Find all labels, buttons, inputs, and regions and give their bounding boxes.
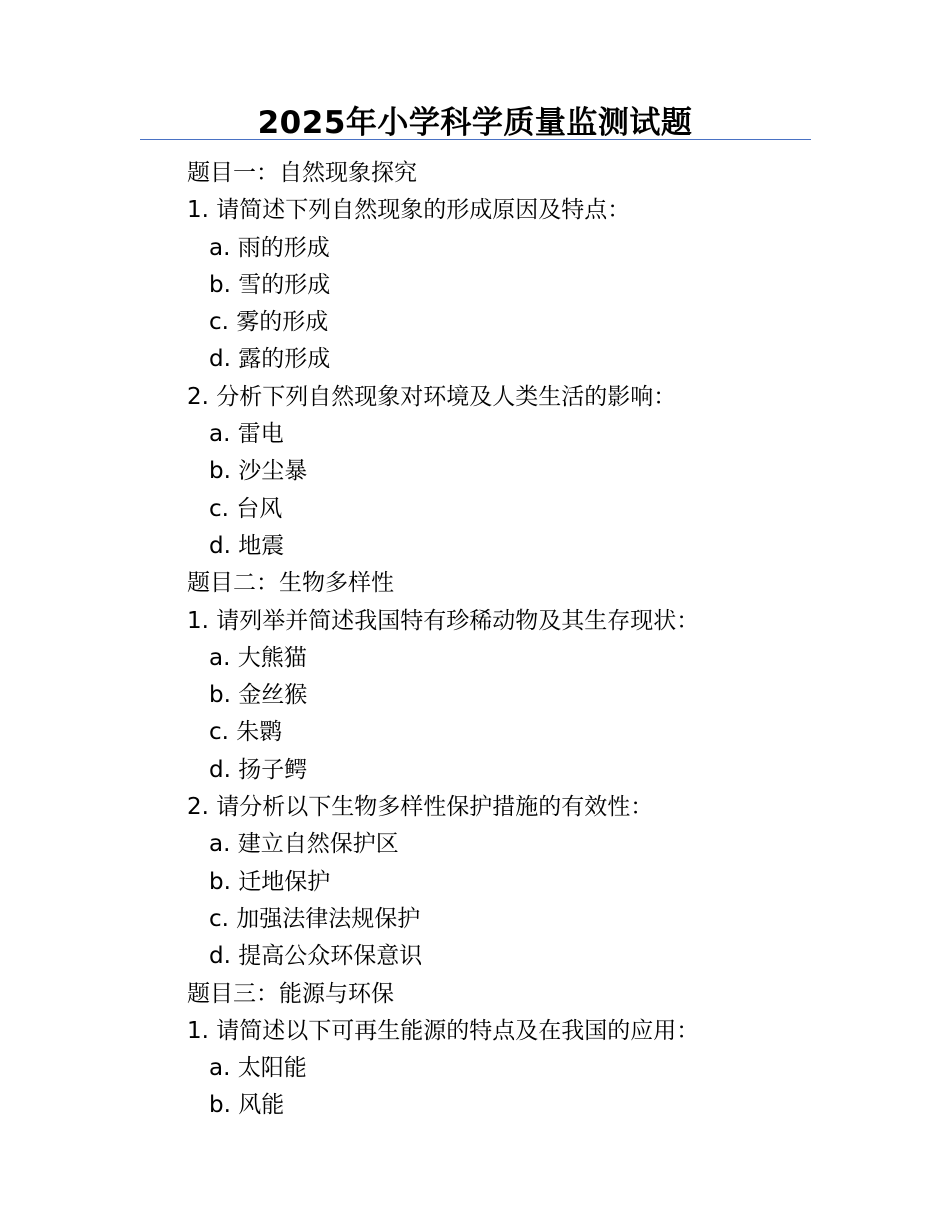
option-item: a. 雷电 (209, 421, 284, 448)
option-item: d. 提高公众环保意识 (209, 943, 423, 970)
option-item: a. 太阳能 (209, 1055, 307, 1082)
option-item: a. 建立自然保护区 (209, 831, 399, 858)
section-heading: 题目二：生物多样性 (187, 570, 394, 597)
question-text: 2. 分析下列自然现象对环境及人类生活的影响： (187, 383, 677, 410)
title-underline (140, 139, 811, 140)
question-text: 1. 请简述下列自然现象的形成原因及特点： (187, 197, 631, 224)
option-item: b. 风能 (209, 1092, 285, 1119)
section-heading: 题目三：能源与环保 (187, 980, 394, 1007)
document-body (187, 155, 847, 1125)
section-heading: 题目一：自然现象探究 (187, 160, 417, 186)
option-item: b. 沙尘暴 (209, 458, 308, 485)
option-item: c. 朱鹮 (209, 719, 283, 746)
option-item: a. 大熊猫 (209, 644, 307, 671)
option-item: b. 迁地保护 (209, 868, 331, 895)
option-item: d. 露的形成 (209, 346, 331, 373)
question-text: 1. 请列举并简述我国特有珍稀动物及其生存现状： (187, 607, 700, 634)
option-item: c. 加强法律法规保护 (209, 905, 421, 932)
option-item: d. 地震 (209, 532, 285, 559)
option-item: d. 扬子鳄 (209, 756, 308, 783)
option-item: c. 雾的形成 (209, 309, 329, 336)
question-text: 2. 请分析以下生物多样性保护措施的有效性： (187, 794, 654, 821)
document-title: 2025年小学科学质量监测试题 (257, 105, 693, 141)
option-item: b. 金丝猴 (209, 682, 308, 709)
option-item: a. 雨的形成 (209, 234, 330, 261)
option-item: c. 台风 (209, 495, 283, 522)
question-text: 1. 请简述以下可再生能源的特点及在我国的应用： (187, 1017, 700, 1044)
option-item: b. 雪的形成 (209, 271, 331, 298)
